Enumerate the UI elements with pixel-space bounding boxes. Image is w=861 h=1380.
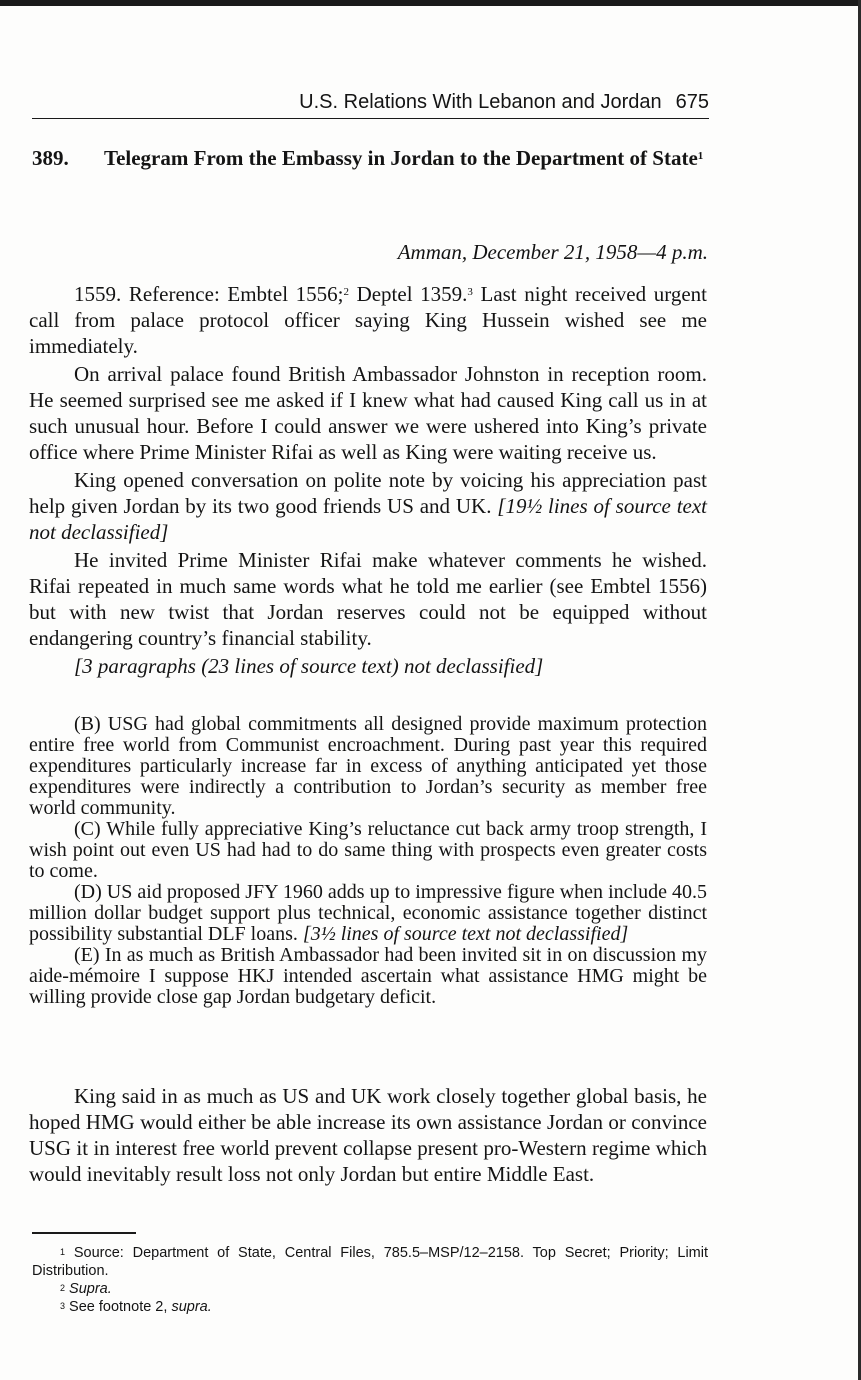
p3-text: King opened conversation on polite note by voicing his appreciation past help given Jordan by its two good friends US and UK.: [29, 468, 707, 518]
running-head-title: U.S. Relations With Lebanon and Jordan: [299, 91, 662, 113]
footnote-rule: [32, 1232, 136, 1234]
paragraph-4: He invited Prime Minister Rifai make whatever comments he wished. Rifai repeated in much same words what he told me earlier (see Embtel 1556) but with new twist that Jordan reserves could not be equipped without endangering country’s financial stability.: [29, 548, 707, 650]
footnote-2-text: Supra.: [69, 1281, 112, 1297]
closing-paragraph: King said in as much as US and UK work closely together global basis, he hoped HMG would either be able increase its own assistance Jordan or convince USG it in interest free world prevent collapse present pro-Western regime which would inevitably result loss not only Jordan but entire Middle East.: [29, 1084, 707, 1186]
footnotes: [32, 1244, 708, 1316]
footnote-ref-3: 3: [467, 286, 473, 298]
footnote-2: [32, 1280, 708, 1298]
paragraph-5-not-declassified: [3 paragraphs (23 lines of source text) not declassified]: [74, 654, 544, 678]
p3-not-declassified: [19½ lines of source text not declassified]: [29, 494, 707, 544]
point-c: (C) While fully appreciative King’s reluctance cut back army troop strength, I wish point out even US had had to do same thing with prospects even greater costs to come.: [29, 818, 707, 882]
footnote-3: [32, 1298, 708, 1316]
p1-text-a: 1559. Reference: Embtel 1556;: [74, 282, 344, 306]
title-footnote-ref: 1: [697, 150, 704, 162]
telegram-body: [29, 281, 707, 679]
running-head: [32, 88, 709, 119]
footnote-1-number: 1: [60, 1247, 66, 1257]
closing-section: [29, 1083, 707, 1187]
point-b: (B) USG had global commitments all designed provide maximum protection entire free world from Communist encroachment. During past year this required expenditures particularly increase far in excess of anything anticipated yet those expenditures were indirectly a contribution to Jordan’s security as member free world community.: [29, 713, 707, 819]
dateline: Amman, December 21, 1958—4 p.m.: [397, 240, 708, 264]
page-top-edge: [0, 0, 861, 6]
point-e: (E) In as much as British Ambassador had been invited sit in on discussion my aide-mémoire I suppose HKJ intended ascertain what assistance HMG might be willing provide close gap Jordan budgetary deficit.: [29, 944, 707, 1008]
footnote-1-text: Source: Department of State, Central Files, 785.5–MSP/12–2158. Top Secret; Priority; Limit Distribution.: [32, 1245, 709, 1279]
point-d: [29, 882, 707, 945]
footnote-3-number: 3: [60, 1301, 66, 1311]
paragraph-1: [29, 281, 707, 359]
quoted-points: [29, 714, 707, 1008]
footnote-2-number: 2: [60, 1283, 66, 1293]
paragraph-3: [29, 467, 707, 545]
page-number: 675: [675, 91, 709, 113]
footnote-3-italic: supra.: [171, 1299, 212, 1315]
point-d-text: (D) US aid proposed JFY 1960 adds up to impressive figure when include 40.5 million dollar budget support plus technical, economic assistance together distinct possibility substantial DLF loans.: [29, 881, 707, 945]
document-number: 389.: [32, 146, 69, 170]
document-title: [104, 146, 714, 171]
footnote-3-text: See footnote 2,: [69, 1299, 172, 1315]
p1-text-b: Deptel 1359.: [348, 282, 468, 306]
document-title-text: Telegram From the Embassy in Jordan to the Department of State: [104, 146, 698, 170]
point-d-not-declassified: [3½ lines of source text not declassified]: [302, 923, 629, 945]
p1-text-c: Last night received urgent call from palace protocol officer saying King Hussein wished see me immediately.: [29, 282, 707, 358]
footnote-1: [32, 1244, 708, 1280]
footnote-ref-2: 2: [343, 286, 349, 298]
paragraph-2: On arrival palace found British Ambassador Johnston in reception room. He seemed surprised see me asked if I knew what had caused King call us in at such unusual hour. Before I could answer we were ushered into King’s private office where Prime Minister Rifai as well as King were waiting receive us.: [29, 362, 707, 464]
